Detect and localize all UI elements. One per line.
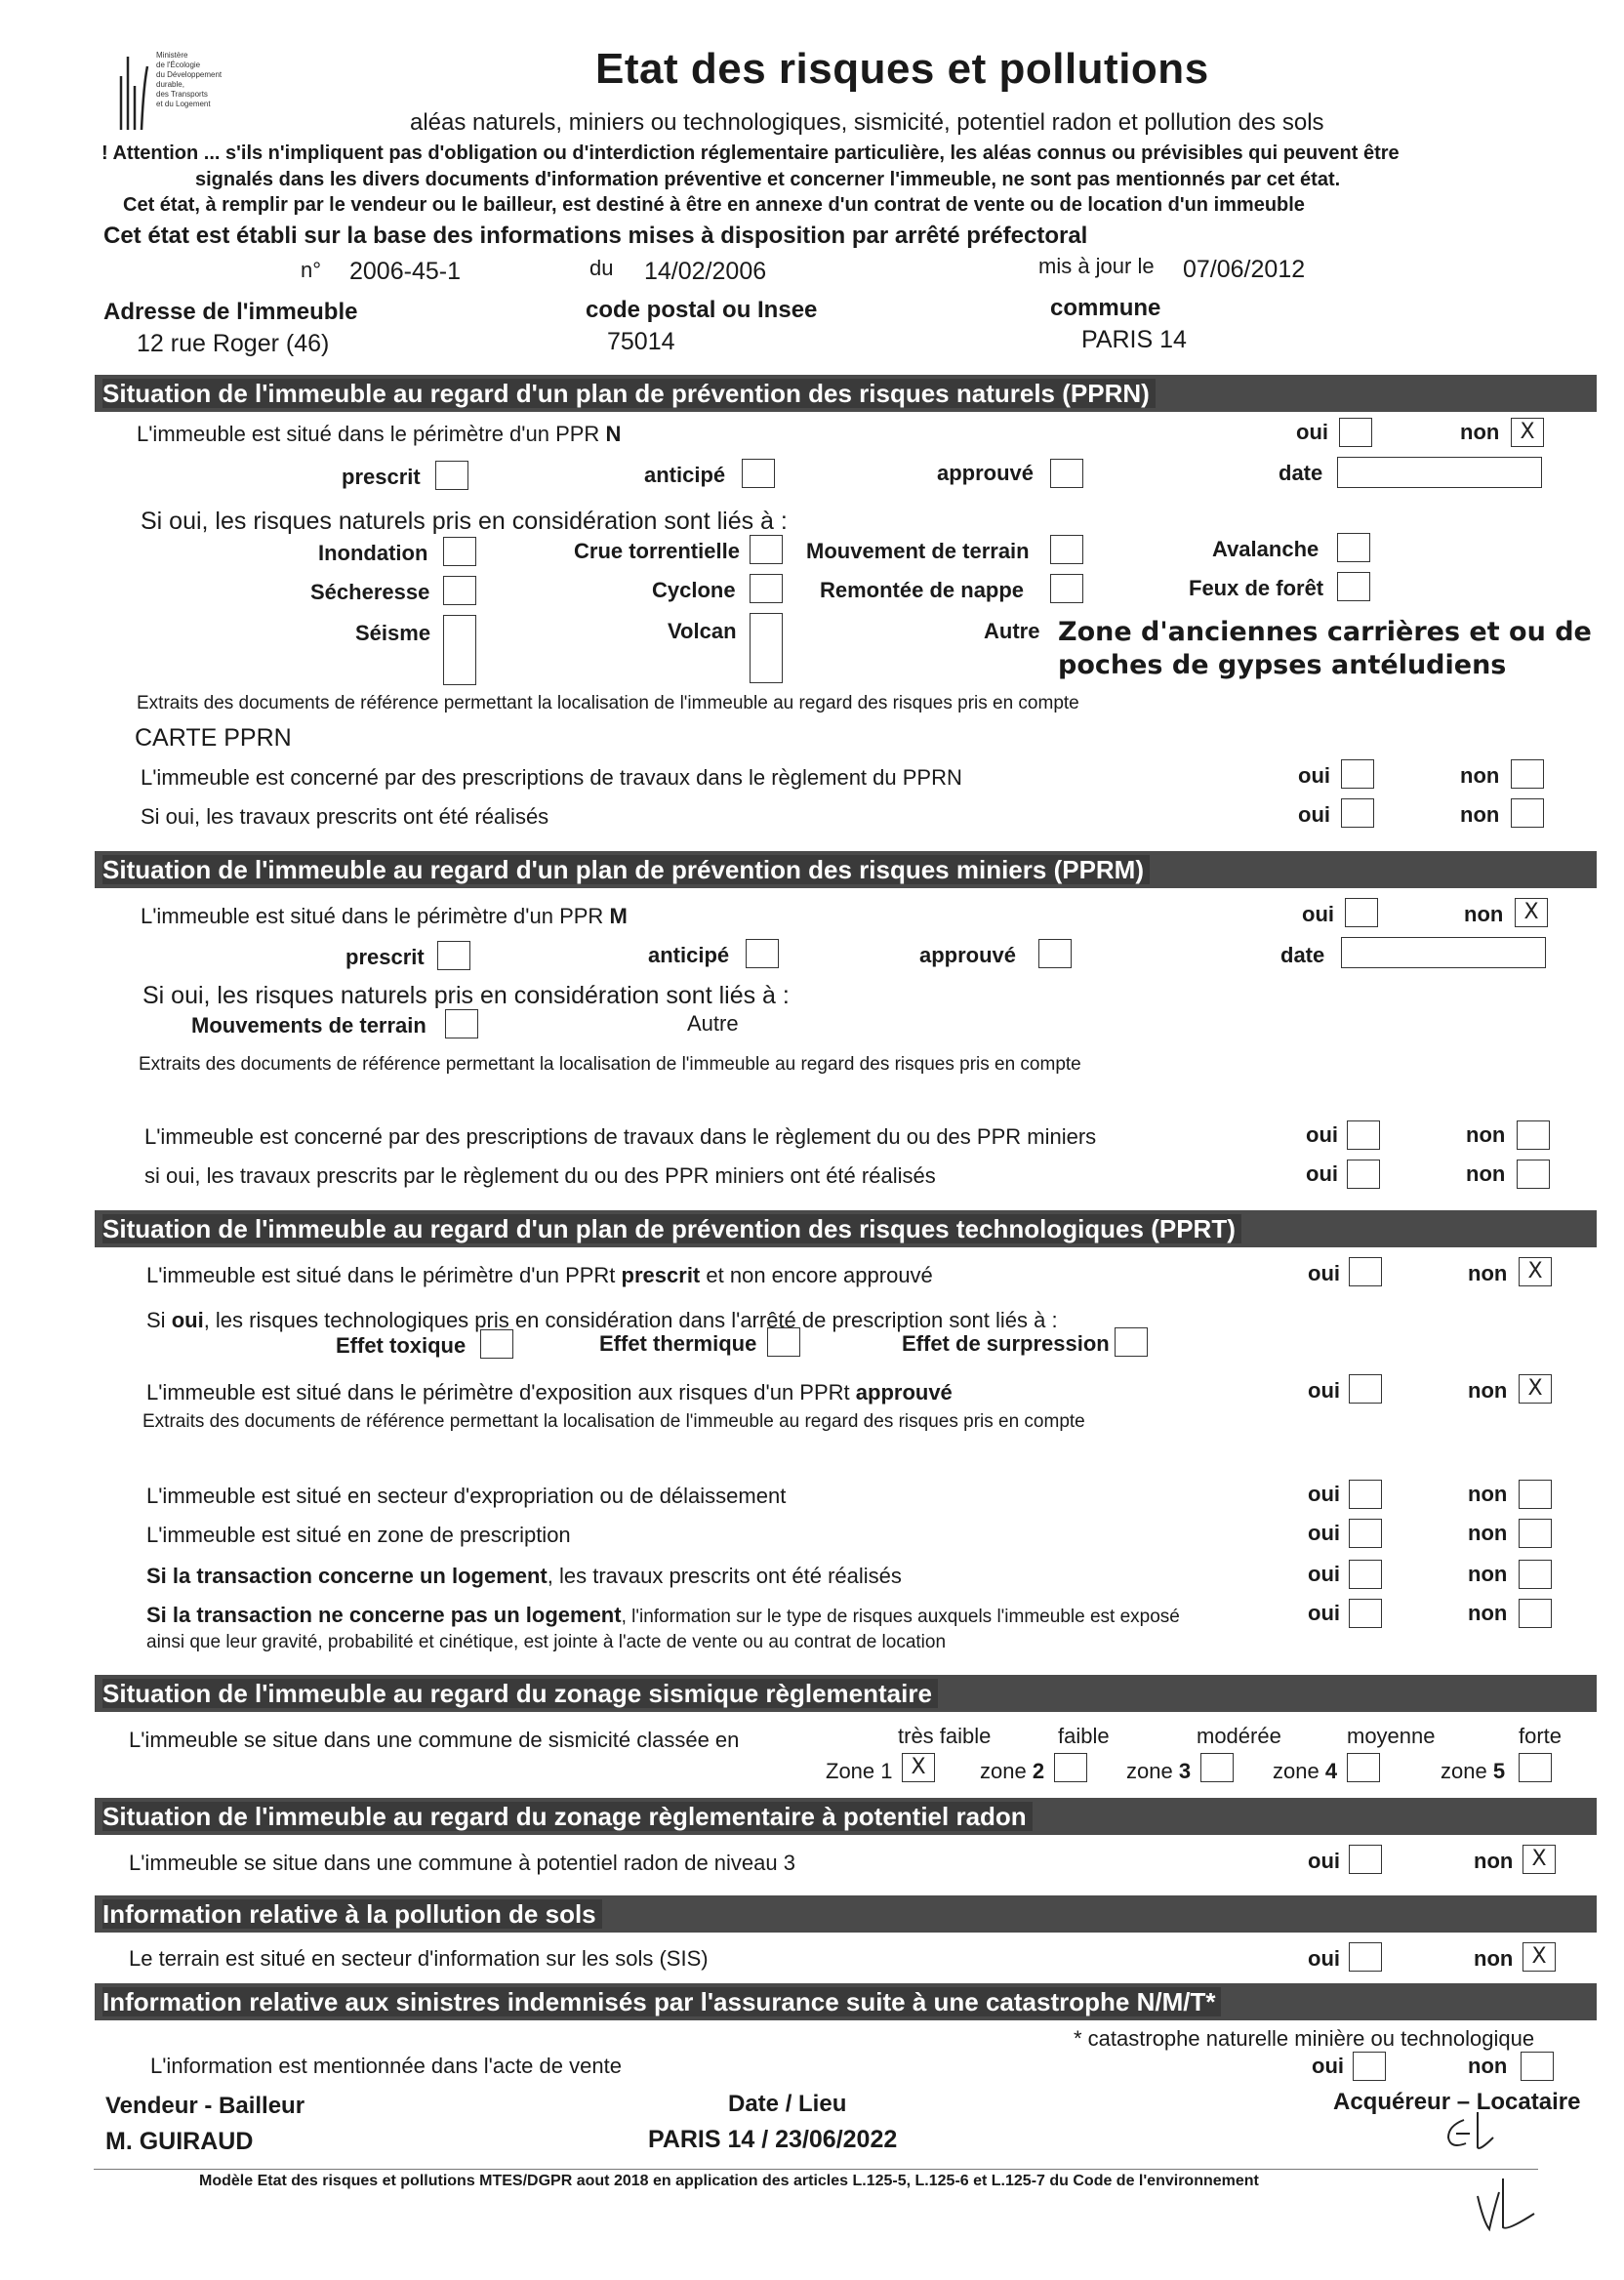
risk-label: Feux de forêt xyxy=(1189,576,1324,600)
non-label: non xyxy=(1460,802,1500,827)
non-label: non xyxy=(1474,1849,1514,1873)
pprt-q4-oui-checkbox[interactable] xyxy=(1349,1519,1382,1548)
prescrit-label: prescrit xyxy=(345,945,425,969)
zone-label: Zone 1 xyxy=(826,1759,893,1783)
volcan-checkbox[interactable] xyxy=(750,613,783,683)
logo-line: durable, xyxy=(156,80,184,89)
pprm-q1-text: L'immeuble est situé dans le périmètre d'un PPR M xyxy=(141,904,628,928)
mouvement-terrain-checkbox[interactable] xyxy=(1050,535,1083,564)
pprt-q5-oui-checkbox[interactable] xyxy=(1349,1560,1382,1589)
pprt-q3-text: L'immeuble est situé en secteur d'expropriation ou de délaissement xyxy=(146,1484,787,1508)
pprt-q4-non-checkbox[interactable] xyxy=(1519,1519,1552,1548)
pprt-q2-oui-checkbox[interactable] xyxy=(1349,1374,1382,1404)
risk-label: Séisme xyxy=(355,621,431,645)
sismique-section-header: Situation de l'immeuble au regard du zonage sismique règlementaire xyxy=(95,1675,1597,1712)
pprn-q1-oui-checkbox[interactable] xyxy=(1339,418,1372,447)
pprn-q3-text: Si oui, les travaux prescrits ont été réalisés xyxy=(141,804,549,829)
anticipe-label: anticipé xyxy=(648,943,730,967)
oui-label: oui xyxy=(1306,1161,1338,1186)
date-label: date xyxy=(1279,461,1323,485)
ministry-logo-icon xyxy=(115,47,150,135)
logo-line: et du Logement xyxy=(156,100,211,108)
pollution-non-checkbox[interactable]: X xyxy=(1522,1942,1556,1972)
effet-surpression-checkbox[interactable] xyxy=(1115,1327,1148,1357)
du-label: du xyxy=(589,256,614,280)
oui-label: oui xyxy=(1308,1946,1340,1971)
sismique-text: L'immeuble se situe dans une commune de sismicité classée en xyxy=(129,1728,740,1752)
risk-label: Mouvement de terrain xyxy=(806,539,1030,563)
zone4-checkbox[interactable] xyxy=(1347,1753,1380,1782)
non-label: non xyxy=(1474,1946,1514,1971)
effet-label: Effet toxique xyxy=(336,1333,467,1358)
non-label: non xyxy=(1466,1122,1506,1147)
sinistres-oui-checkbox[interactable] xyxy=(1353,2052,1386,2081)
pprt-q6-non-checkbox[interactable] xyxy=(1519,1599,1552,1628)
oui-label: oui xyxy=(1308,1378,1340,1403)
warning-line: signalés dans les divers documents d'information préventive et concerner l'immeuble, ne sont pas mentionnés par cet état. xyxy=(195,169,1341,190)
approuve-label: approuvé xyxy=(919,943,1017,967)
arrete-number: 2006-45-1 xyxy=(349,258,461,285)
zone-label: zone 5 xyxy=(1441,1759,1506,1783)
pprt-q1-non-checkbox[interactable]: X xyxy=(1519,1257,1552,1286)
pollution-oui-checkbox[interactable] xyxy=(1349,1942,1382,1972)
pprn-q2-non-checkbox[interactable] xyxy=(1511,759,1544,789)
oui-label: oui xyxy=(1308,1482,1340,1506)
pprt-q5-text: Si la transaction concerne un logement, les travaux prescrits ont été réalisés xyxy=(146,1564,902,1588)
zone-label: zone 4 xyxy=(1273,1759,1338,1783)
pprn-extraits: Extraits des documents de référence permettant la localisation de l'immeuble au regard des risques pris en compte xyxy=(137,693,1079,713)
pprm-q2-oui-checkbox[interactable] xyxy=(1347,1120,1380,1150)
vendeur-signature xyxy=(1470,2173,1558,2241)
pprn-anticipe-checkbox[interactable] xyxy=(742,459,775,488)
pprt-q2-text: L'immeuble est situé dans le périmètre d'exposition aux risques d'un PPRt approuvé xyxy=(146,1380,953,1405)
zone1-checkbox[interactable]: X xyxy=(902,1753,935,1782)
oui-label: oui xyxy=(1298,763,1330,788)
acquereur-signature xyxy=(1435,2108,1503,2157)
pprm-risks-intro: Si oui, les risques naturels pris en considération sont liés à : xyxy=(142,982,790,1009)
pollution-section-header: Information relative à la pollution de sols xyxy=(95,1895,1597,1933)
pprn-date-field[interactable] xyxy=(1337,457,1542,488)
commune-label: commune xyxy=(1050,295,1161,321)
pprm-extraits: Extraits des documents de référence permettant la localisation de l'immeuble au regard des risques pris en compte xyxy=(139,1054,1081,1075)
risk-label: Cyclone xyxy=(652,578,736,602)
pprm-q3-oui-checkbox[interactable] xyxy=(1347,1160,1380,1189)
pprt-intro: Si oui, les risques technologiques pris en considération dans l'arrêté de prescription sont liés à : xyxy=(146,1308,1058,1332)
warning-line: Cet état, à remplir par le vendeur ou le bailleur, est destiné à être en annexe d'un contrat de vente ou de location d'un immeuble xyxy=(123,194,1305,216)
risk-label: Volcan xyxy=(668,619,737,643)
basis-text: Cet état est établi sur la base des informations mises à disposition par arrêté préfectoral xyxy=(103,223,1088,249)
logo-line: du Développement xyxy=(156,70,223,79)
pprt-q6-oui-checkbox[interactable] xyxy=(1349,1599,1382,1628)
risk-label: Avalanche xyxy=(1212,537,1320,561)
non-label: non xyxy=(1466,1161,1506,1186)
oui-label: oui xyxy=(1302,902,1334,926)
pprn-q3-non-checkbox[interactable] xyxy=(1511,798,1544,828)
radon-oui-checkbox[interactable] xyxy=(1349,1845,1382,1874)
pprn-risks-intro: Si oui, les risques naturels pris en considération sont liés à : xyxy=(141,508,788,535)
maj-date: 07/06/2012 xyxy=(1183,256,1306,283)
logo-line: Ministère xyxy=(156,51,188,60)
pprn-prescrit-checkbox[interactable] xyxy=(435,461,468,490)
non-label: non xyxy=(1460,420,1500,444)
inondation-checkbox[interactable] xyxy=(443,537,476,566)
oui-label: oui xyxy=(1308,1521,1340,1545)
level-label: moyenne xyxy=(1347,1724,1436,1748)
date-label: date xyxy=(1280,943,1325,967)
address-label: Adresse de l'immeuble xyxy=(103,299,358,325)
maj-label: mis à jour le xyxy=(1038,254,1155,278)
pprn-approuve-checkbox[interactable] xyxy=(1050,459,1083,488)
non-label: non xyxy=(1468,1521,1508,1545)
radon-non-checkbox[interactable]: X xyxy=(1522,1845,1556,1874)
radon-section-header: Situation de l'immeuble au regard du zonage règlementaire à potentiel radon xyxy=(95,1798,1597,1835)
oui-label: oui xyxy=(1308,1261,1340,1285)
risk-label: Sécheresse xyxy=(310,580,430,604)
pprt-q6-line2: ainsi que leur gravité, probabilité et cinétique, est jointe à l'acte de vente ou au contrat de location xyxy=(146,1632,947,1652)
risk-label: Mouvements de terrain xyxy=(191,1013,426,1038)
oui-label: oui xyxy=(1306,1122,1338,1147)
autre-value: poches de gypses antéludiens xyxy=(1058,650,1507,680)
pprt-section-header: Situation de l'immeuble au regard d'un plan de prévention des risques technologiques (PPRT) xyxy=(95,1210,1597,1247)
oui-label: oui xyxy=(1312,2054,1344,2078)
address-value: 12 rue Roger (46) xyxy=(137,330,330,357)
pprt-q4-text: L'immeuble est situé en zone de prescription xyxy=(146,1523,571,1547)
non-label: non xyxy=(1468,1261,1508,1285)
autre-label: Autre xyxy=(984,619,1040,643)
effet-thermique-checkbox[interactable] xyxy=(767,1327,800,1357)
pprt-q1-text: L'immeuble est situé dans le périmètre d'un PPRt prescrit et non encore approuvé xyxy=(146,1263,933,1287)
non-label: non xyxy=(1468,1482,1508,1506)
non-label: non xyxy=(1468,1562,1508,1586)
cyclone-checkbox[interactable] xyxy=(750,574,783,603)
effet-toxique-checkbox[interactable] xyxy=(480,1329,513,1359)
secheresse-checkbox[interactable] xyxy=(443,576,476,605)
prescrit-label: prescrit xyxy=(342,465,421,489)
pprm-q1-oui-checkbox[interactable] xyxy=(1345,898,1378,927)
oui-label: oui xyxy=(1296,420,1328,444)
anticipe-label: anticipé xyxy=(644,463,726,487)
effet-label: Effet thermique xyxy=(599,1331,757,1356)
pprm-q3-non-checkbox[interactable] xyxy=(1517,1160,1550,1189)
pprn-q1-non-checkbox[interactable]: X xyxy=(1511,418,1544,447)
pprn-q2-text: L'immeuble est concerné par des prescriptions de travaux dans le règlement du PPRN xyxy=(141,765,962,790)
oui-label: oui xyxy=(1308,1562,1340,1586)
logo-line: des Transports xyxy=(156,90,208,99)
pprt-q5-non-checkbox[interactable] xyxy=(1519,1560,1552,1589)
pprt-q3-oui-checkbox[interactable] xyxy=(1349,1480,1382,1509)
non-label: non xyxy=(1464,902,1504,926)
radon-text: L'immeuble se situe dans une commune à potentiel radon de niveau 3 xyxy=(129,1851,795,1875)
approuve-label: approuvé xyxy=(937,461,1035,485)
commune-value: PARIS 14 xyxy=(1081,326,1187,353)
pprm-q3-text: si oui, les travaux prescrits par le règlement du ou des PPR miniers ont été réalisés xyxy=(144,1163,936,1188)
crue-checkbox[interactable] xyxy=(750,535,783,564)
postal-label: code postal ou Insee xyxy=(586,297,818,323)
pprn-q1-text: L'immeuble est situé dans le périmètre d'un PPR N xyxy=(137,422,622,446)
non-label: non xyxy=(1468,1378,1508,1403)
pprn-extraits-value: CARTE PPRN xyxy=(135,724,292,752)
risk-label: Inondation xyxy=(318,541,428,565)
level-label: faible xyxy=(1058,1724,1110,1748)
zone-label: zone 3 xyxy=(1126,1759,1192,1783)
sinistres-section-header: Information relative aux sinistres indemnisés par l'assurance suite à une catastrophe N/M/T* xyxy=(95,1983,1597,2020)
pprm-mouvements-checkbox[interactable] xyxy=(445,1009,478,1038)
nappe-checkbox[interactable] xyxy=(1050,574,1083,603)
vendeur-value: M. GUIRAUD xyxy=(105,2128,254,2155)
vendeur-label: Vendeur - Bailleur xyxy=(105,2093,305,2119)
sinistres-non-checkbox[interactable] xyxy=(1521,2052,1554,2081)
acquereur-label: Acquéreur – Locataire xyxy=(1333,2089,1581,2115)
date-lieu-label: Date / Lieu xyxy=(728,2091,847,2117)
sinistres-text: L'information est mentionnée dans l'acte de vente xyxy=(150,2054,622,2078)
pprt-q2-non-checkbox[interactable]: X xyxy=(1519,1374,1552,1404)
pprm-approuve-checkbox[interactable] xyxy=(1038,939,1072,968)
risk-label: Remontée de nappe xyxy=(820,578,1025,602)
level-label: modérée xyxy=(1197,1724,1281,1748)
pprn-q2-oui-checkbox[interactable] xyxy=(1341,759,1374,789)
pprm-anticipe-checkbox[interactable] xyxy=(746,939,779,968)
pprn-section-header: Situation de l'immeuble au regard d'un plan de prévention des risques naturels (PPRN) xyxy=(95,375,1597,412)
zone3-checkbox[interactable] xyxy=(1200,1753,1234,1782)
pprm-q2-text: L'immeuble est concerné par des prescriptions de travaux dans le règlement du ou des PPR miniers xyxy=(144,1124,1097,1149)
sinistres-note: * catastrophe naturelle minière ou technologique xyxy=(1074,2026,1535,2051)
page-subtitle: aléas naturels, miniers ou technologiques, sismicité, potentiel radon et pollution des sols xyxy=(410,109,1324,136)
pprt-q1-oui-checkbox[interactable] xyxy=(1349,1257,1382,1286)
oui-label: oui xyxy=(1308,1601,1340,1625)
pprm-section-header: Situation de l'immeuble au regard d'un plan de prévention des risques miniers (PPRM) xyxy=(95,851,1597,888)
oui-label: oui xyxy=(1308,1849,1340,1873)
effet-label: Effet de surpression xyxy=(902,1331,1110,1356)
pprn-q3-oui-checkbox[interactable] xyxy=(1341,798,1374,828)
feux-checkbox[interactable] xyxy=(1337,572,1370,601)
pollution-text: Le terrain est situé en secteur d'information sur les sols (SIS) xyxy=(129,1946,709,1971)
zone5-checkbox[interactable] xyxy=(1519,1753,1552,1782)
arrete-date: 14/02/2006 xyxy=(644,258,767,285)
risk-label: Crue torrentielle xyxy=(574,539,740,563)
footer-rule xyxy=(94,2169,1538,2170)
seisme-checkbox[interactable] xyxy=(443,615,476,685)
autre-value: Zone d'anciennes carrières et ou de xyxy=(1058,617,1592,647)
no-label: n° xyxy=(301,258,322,282)
avalanche-checkbox[interactable] xyxy=(1337,533,1370,562)
non-label: non xyxy=(1468,1601,1508,1625)
autre-label: Autre xyxy=(687,1011,739,1036)
level-label: forte xyxy=(1519,1724,1563,1748)
pprt-q3-non-checkbox[interactable] xyxy=(1519,1480,1552,1509)
page-title: Etat des risques et pollutions xyxy=(595,45,1209,93)
level-label: très faible xyxy=(898,1724,992,1748)
pprt-extraits: Extraits des documents de référence permettant la localisation de l'immeuble au regard des risques pris en compte xyxy=(142,1411,1085,1432)
pprm-q2-non-checkbox[interactable] xyxy=(1517,1120,1550,1150)
pprm-date-field[interactable] xyxy=(1341,937,1546,968)
footer-text: Modèle Etat des risques et pollutions MTES/DGPR aout 2018 en application des articles L.125-5, L.125-6 et L.125-7 du Code de l'environnement xyxy=(199,2173,1259,2189)
zone-label: zone 2 xyxy=(980,1759,1045,1783)
pprm-prescrit-checkbox[interactable] xyxy=(437,941,470,970)
postal-value: 75014 xyxy=(607,328,675,355)
date-lieu-value: PARIS 14 / 23/06/2022 xyxy=(648,2126,898,2153)
logo-line: de l'Écologie xyxy=(156,61,201,69)
non-label: non xyxy=(1460,763,1500,788)
oui-label: oui xyxy=(1298,802,1330,827)
pprt-q6-text: Si la transaction ne concerne pas un logement, l'information sur le type de risques auxquels l'immeuble est exposé xyxy=(146,1603,1180,1627)
warning-line: ! Attention ... s'ils n'impliquent pas d'obligation ou d'interdiction réglementaire particulière, les aléas connus ou prévisibles qui peuvent être xyxy=(102,142,1400,164)
non-label: non xyxy=(1468,2054,1508,2078)
pprm-q1-non-checkbox[interactable]: X xyxy=(1515,898,1548,927)
zone2-checkbox[interactable] xyxy=(1054,1753,1087,1782)
